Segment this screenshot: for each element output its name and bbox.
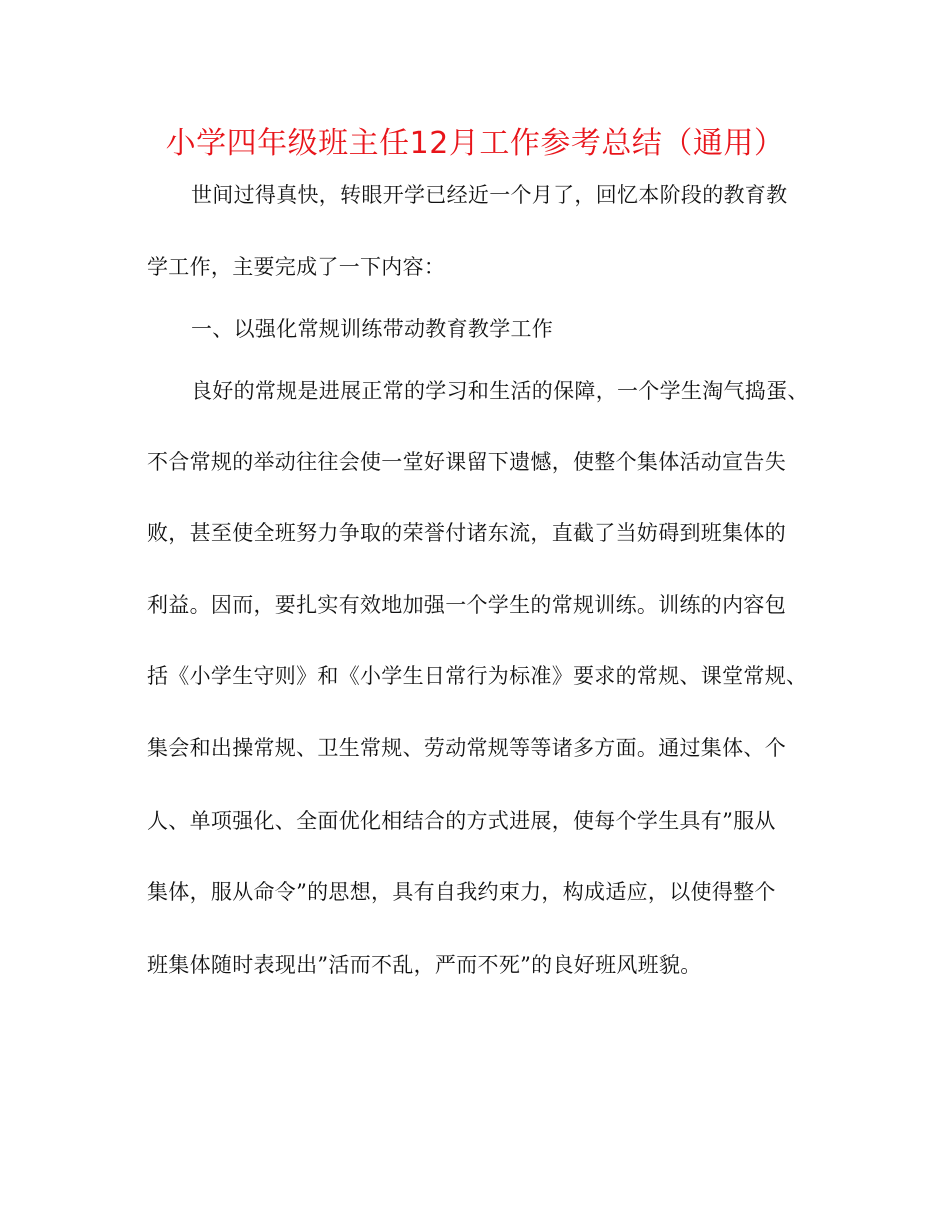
document-title: 小学四年级班主任12月工作参考总结（通用） [165,126,785,161]
paragraph-line: 利益。因而，要扎实有效地加强一个学生的常规训练。训练的内容包 [147,593,786,617]
section-heading: 一、以强化常规训练带动教育教学工作 [191,317,554,341]
paragraph-line: 良好的常规是进展正常的学习和生活的保障，一个学生淘气捣蛋、 [191,379,809,403]
paragraph-line: 班集体随时表现出”活而不乱，严而不死”的良好班风班貌。 [147,953,702,977]
paragraph-line: 人、单项强化、全面优化相结合的方式进展，使每个学生具有”服从 [147,809,776,833]
paragraph-line: 集体，服从命令”的思想，具有自我约束力，构成适应，以使得整个 [147,880,776,904]
paragraph-line: 败，甚至使全班努力争取的荣誉付诸东流，直截了当妨碍到班集体的 [147,521,786,545]
paragraph-line: 学工作，主要完成了一下内容： [147,255,446,279]
paragraph-line: 世间过得真快，转眼开学已经近一个月了，回忆本阶段的教育教 [191,183,788,207]
paragraph-line: 不合常规的举动往往会使一堂好课留下遗憾，使整个集体活动宣告失 [147,450,786,474]
paragraph-line: 集会和出操常规、卫生常规、劳动常规等等诸多方面。通过集体、个 [147,736,786,760]
paragraph-line: 括《小学生守则》和《小学生日常行为标准》要求的常规、课堂常规、 [147,664,808,688]
